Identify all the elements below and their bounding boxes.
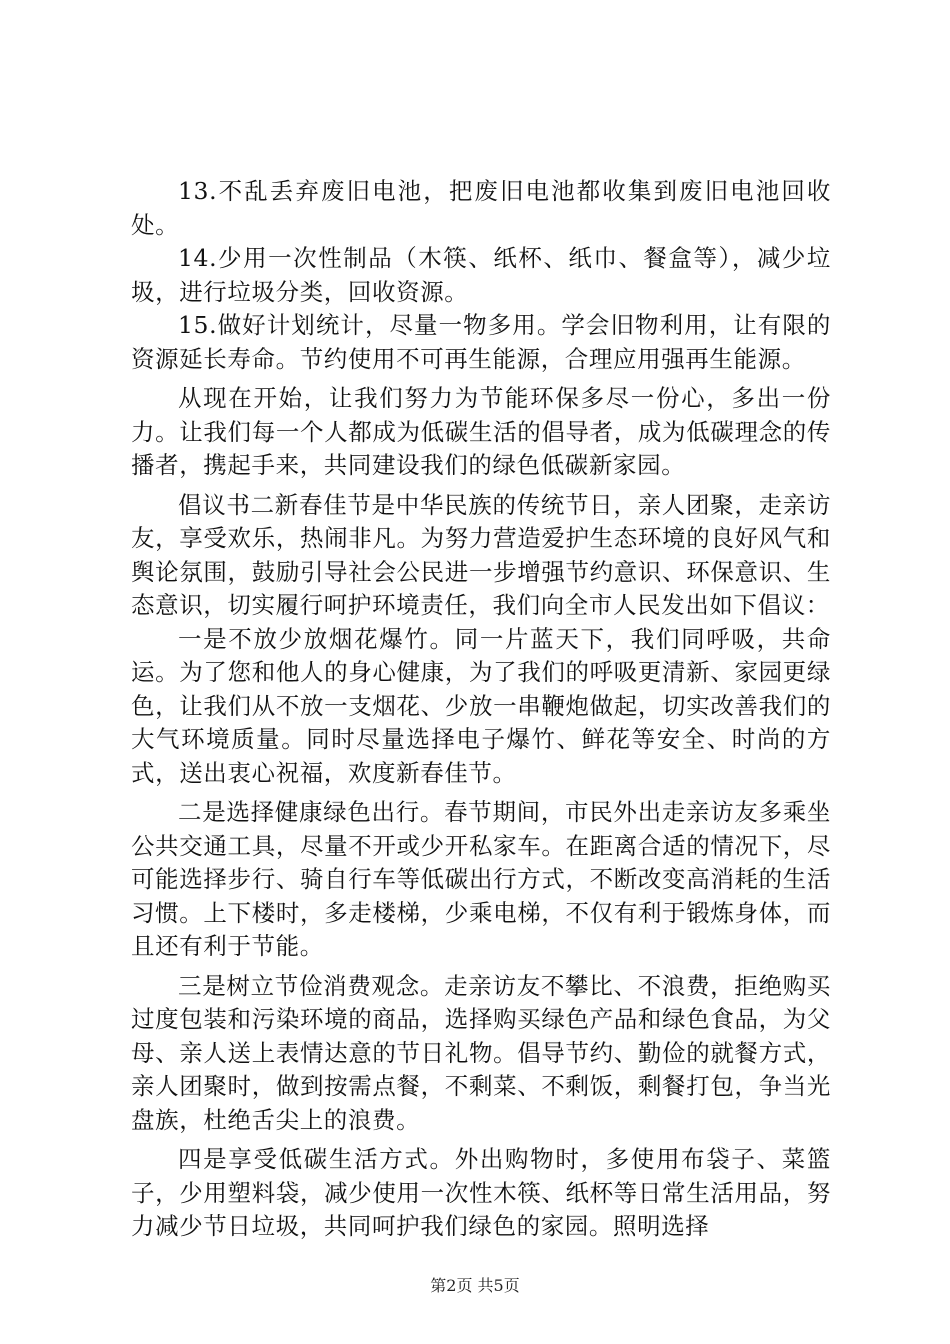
page-footer: 第2页 共5页 [430,1276,520,1295]
paragraph-proposal-two: 二是选择健康绿色出行。春节期间，市民外出走亲访友多乘坐公共交通工具，尽量不开或少开私家车。在距离合适的情况下，尽可能选择步行、骑自行车等低碳出行方式，不断改变高消耗的生活习惯。上下楼时，多走楼梯，少乘电梯，不仅有利于锻炼身体，而且还有利于节能。 [131,798,831,960]
paragraph-item-15: 15.做好计划统计，尽量一物多用。学会旧物利用，让有限的资源延长寿命。节约使用不可再生能源，合理应用强再生能源。 [131,311,831,373]
paragraph-item-13: 13.不乱丢弃废旧电池，把废旧电池都收集到废旧电池回收处。 [131,177,831,239]
paragraph-proposal-two-intro: 倡议书二新春佳节是中华民族的传统节日，亲人团聚，走亲访友，享受欢乐，热闹非凡。为努力营造爱护生态环境的良好风气和舆论氛围，鼓励引导社会公民进一步增强节约意识、环保意识、生态意识，切实履行呵护环境责任，我们向全市人民发出如下倡议： [131,490,831,619]
paragraph-proposal-four: 四是享受低碳生活方式。外出购物时，多使用布袋子、菜篮子，少用塑料袋，减少使用一次性木筷、纸杯等日常生活用品，努力减少节日垃圾，共同呵护我们绿色的家园。照明选择 [131,1145,831,1240]
paragraph-item-14: 14.少用一次性制品（木筷、纸杯、纸巾、餐盒等），减少垃圾，进行垃圾分类，回收资源。 [131,244,831,306]
document-body [131,175,831,1244]
paragraph-proposal-three: 三是树立节俭消费观念。走亲访友不攀比、不浪费，拒绝购买过度包装和污染环境的商品，选择购买绿色产品和绿色食品，为父母、亲人送上表情达意的节日礼物。倡导节约、勤俭的就餐方式，亲人团聚时，做到按需点餐，不剩菜、不剩饭，剩餐打包，争当光盘族，杜绝舌尖上的浪费。 [131,971,831,1134]
paragraph-proposal-one: 一是不放少放烟花爆竹。同一片蓝天下，我们同呼吸，共命运。为了您和他人的身心健康，为了我们的呼吸更清新、家园更绿色，让我们从不放一支烟花、少放一串鞭炮做起，切实改善我们的大气环境质量。同时尽量选择电子爆竹、鲜花等安全、时尚的方式，送出衷心祝福，欢度新春佳节。 [131,624,831,787]
paragraph-closing-call: 从现在开始，让我们努力为节能环保多尽一份心，多出一份力。让我们每一个人都成为低碳生活的倡导者，成为低碳理念的传播者，携起手来，共同建设我们的绿色低碳新家园。 [131,384,831,479]
